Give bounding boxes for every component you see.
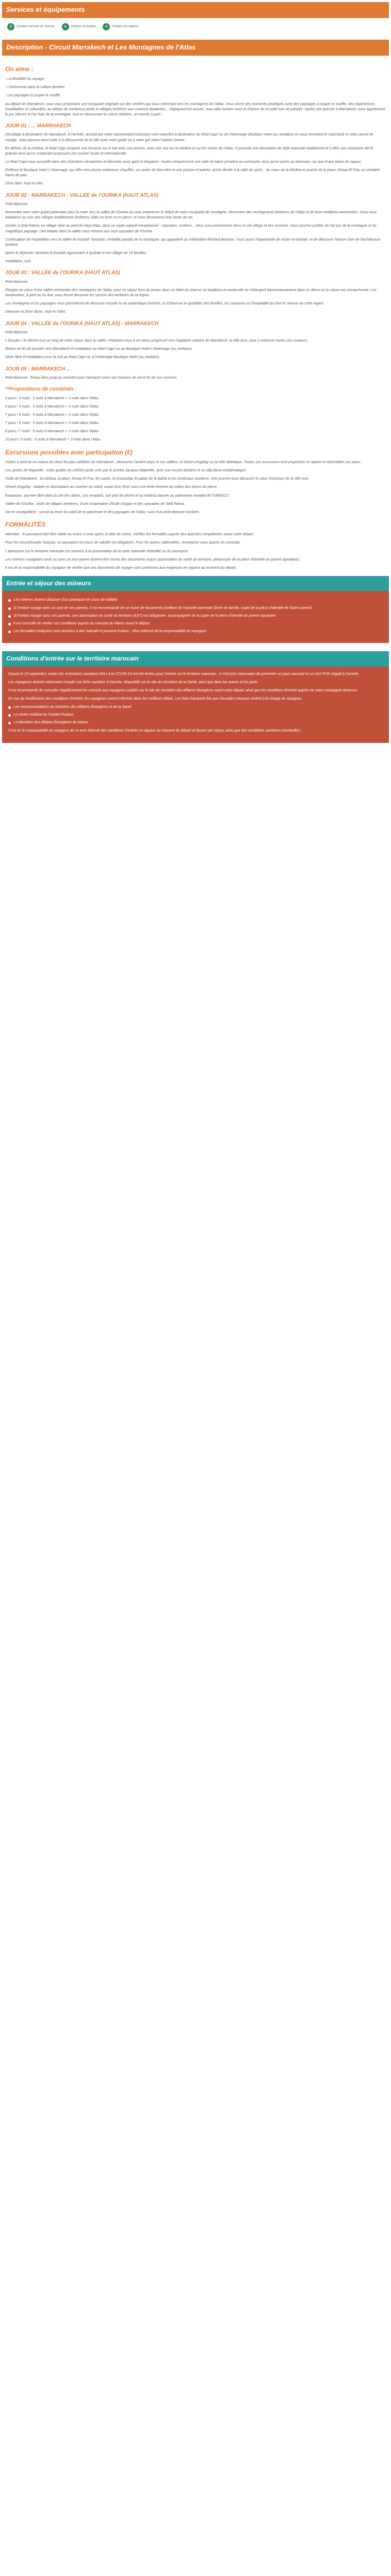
formalites-paragraph: L'admission sur le territoire marocain est soumise à la présentation de la carte nationale d'identité ou du passeport.: [5, 549, 189, 553]
day-paragraph: Petit-déjeuner.: [5, 202, 29, 207]
day-title: JOUR 03 : VALLÉE de l'OURIKA (HAUT ATLAS): [5, 270, 120, 276]
conditions-paragraph: Depuis le 20 septembre, toutes les restrictions sanitaires liées à la COVID-19 ont été levées pour l'entrée sur le territoire marocain : il n'est plus nécessaire de présenter un pass vaccinal ou un test PCR négatif à l'arrivée.: [8, 672, 360, 676]
conditions-paragraph: Les voyageurs doivent néanmoins remplir une fiche sanitaire à l'arrivée, disponible sur le site du ministère de la Santé, ainsi que dans les avions et les ports.: [8, 680, 259, 684]
proposition-item: 7 jours / 6 nuits : 4 nuits à Marrakech + 2 nuits dans l'Atlas: [5, 413, 99, 417]
excursion-item: Essaouira : journée libre dans la cité des alizés, ses remparts, son port de pêche et sa médina classée au patrimoine mondial de l'UNESCO.: [5, 494, 230, 498]
service-item-included-visits: [62, 23, 96, 30]
day-paragraph: Petit-déjeuner.: [5, 280, 29, 284]
conditions-list: [8, 705, 383, 725]
excursion-item: Les jardins de Majorelle : visite guidée du célèbre jardin créé par le peintre Jacques Majorelle, avec son musée berbère et sa villa bleue emblématique.: [5, 469, 247, 473]
entry-header: Entrée et séjour des mineurs: [2, 576, 389, 591]
day-paragraph: Arrivée à Setti Fatma, un village situé au pied du Haut Atlas, dans un cadre naturel exceptionnel : cascades, sentiers... Vous vous promènerez dans ce joli village et ses environs. Vous pourrez profiter de l'air pur de la montagne et du magnifique paysage. Une balade dans la vallée vous mènera aux sept cascades de l'Ourika.: [5, 224, 377, 233]
description-header: Description - Circuit Marrakech et Les Montagnes de l'Atlas: [2, 40, 389, 56]
day-paragraph: Dîner libre. Nuit en ville.: [5, 182, 44, 186]
formalites-paragraph: Attention : le passeport doit être valide au moins 6 mois après la date de retour. Vérifiez les formalités auprès des autorités compétentes avant votre départ.: [5, 533, 254, 537]
excursions-intro: Visitez à pied ou en voiture les lieux les plus célèbres de Marrakech ; découvrez l'arrière-pays et ses vallées, le désert d'Agafay ou la côte atlantique. Toutes ces excursions sont proposées en option et réservables sur place.: [5, 460, 362, 464]
day-paragraph: Décollage à destination de Marrakech. À l'arrivée, accueil par notre représentant local pour votre transfert à destination du Riad Capri ou de l'Hivernage Boutique Hotel (ou similaire) en vous remettant le road book et votre carnet de voyage. Vous pourrez ainsi sortir à la découverte de la ville avec votre guide ou à votre gré selon l'option choisie.: [5, 133, 373, 142]
entry-list: [8, 598, 383, 634]
conditions-footer: Il est de la responsabilité du voyageur de se tenir informé des conditions d'entrée en vigueur au moment du départ et durant son séjour, ainsi que des conditions sanitaires éventuelles.: [8, 728, 301, 733]
conditions-paragraph: En cas de modification des conditions d'entrée, les voyageurs seront informés dans les meilleurs délais. Les frais éventuels liés aux nouvelles mesures restent à la charge du voyageur.: [8, 697, 302, 701]
formalites-paragraph: Pour les ressortissants français, un passeport en cours de validité est obligatoire. Pour les autres nationalités, renseignez-vous auprès du consulat.: [5, 541, 241, 545]
camera-icon: ✦: [62, 23, 69, 30]
aime-item: - Les paysages à couper le souffle: [5, 94, 60, 98]
conditions-box: [2, 667, 389, 743]
service-label: Visites incluses: [71, 24, 96, 28]
dumbbell-icon: ⚲: [7, 23, 14, 30]
entry-item: Si l'enfant voyage sans ses parents, une autorisation de sortie du territoire (AST) est obligatoire, accompagnée de la copie de la pièce d'identité du parent signataire.: [8, 614, 383, 619]
service-item-fitness: [7, 23, 55, 30]
conditions-item: Le centre médical de l'Institut Pasteur.: [8, 713, 383, 718]
on-aime-title: On aime :: [5, 65, 34, 73]
proposition-item: 7 jours / 6 nuits : 3 nuits à Marrakech + 3 nuits dans l'Atlas: [5, 421, 99, 426]
aime-item: - La flexibilité du voyage: [5, 77, 44, 81]
day-paragraph: Dîner libre et installation pour la nuit au Riad Capri ou à l'Hivernage Boutique Hotel (ou similaire).: [5, 355, 160, 360]
entry-item: Il est conseillé de vérifier ces conditions auprès du consulat du Maroc avant le départ.: [8, 621, 383, 626]
proposition-item: 10 jours / 9 nuits : 6 nuits à Marrakech + 3 nuits dans l'Atlas: [5, 438, 101, 442]
day-paragraph: Le Riad Capri vous accueille dans des chambres climatisées et décorées avec goût et élégance : toutes comprennent une salle de bains privative ou commune, ainsi qu'un accès au hammam, au spa et aux bains de vapeur.: [5, 160, 362, 164]
entry-item: Les mineurs doivent disposer d'un passeport en cours de validité.: [8, 598, 383, 603]
day-paragraph: Plongez au cœur d'une vallée enchantée des montagnes de l'Atlas, pour un séjour hors du temps dans un hôtel de charme où traditions et modernité se mélangent harmonieusement dans un décor où la nature est omniprésente. Les randonnées, à pied ou en 4x4, vous feront découvrir les secrets des berbères de la région.: [5, 288, 377, 298]
excursion-item: Vallée de l'Ourika : visite de villages berbères, d'une coopérative d'huile d'argan et des cascades de Setti Fatma.: [5, 502, 185, 506]
day-paragraph: Continuation de l'expédition vers la vallée de Kasbah Tamadot, véritable paradis de la montagne, qui appartient au milliardaire Richard Branson. Vous aurez l'opportunité de visiter la Kasbah, et de découvrir l'œuvre d'art de l'architecture berbère.: [5, 238, 381, 247]
day-paragraph: Installation, nuit.: [5, 260, 31, 264]
day-title: JOUR 02 : MARRAKECH - VALLEE de l'OURIKA (HAUT ATLAS): [5, 192, 159, 198]
intro-paragraph: Au départ de Marrakech, nous vous proposons une escapade originale sur des sentiers qui vous mèneront vers les montagnes de l'Atlas. Vous vivrez des moments privilégiés avec des paysages à couper le souffle, des expériences inoubliables et culturelles, au détour de nombreux ponts et villages berbères aux couleurs épatantes... Dépaysement assuré, vous allez tomber sous le charme de ce petit coin de paradis ! Après une journée à Marrakech, vous apprécierez le pur silence et l'air frais de la montagne, tout en découvrant la culture berbère, un monde à part !: [5, 102, 386, 116]
conditions-item: Le Ministère des Affaires Étrangères du Maroc.: [8, 720, 383, 725]
day-paragraph: Petit-déjeuner.: [5, 331, 29, 335]
camera-icon: ✦: [103, 23, 110, 30]
formalites-paragraph: Il est de la responsabilité du voyageur de vérifier que ses documents de voyage sont conformes aux exigences en vigueur au moment du départ.: [5, 566, 237, 570]
formalites-title: FORMALITÉS: [5, 520, 45, 528]
page: [0, 2, 391, 755]
services-list: [2, 18, 389, 40]
day-title: JOUR 05 : MARRAKECH ...: [5, 366, 71, 372]
day-paragraph: Après le déjeuner, direction la Kasbah Agounsane à Ijoukak et son village de 15 familles.: [5, 251, 147, 256]
entry-item: Les formalités indiquées sont données à titre indicatif et peuvent évoluer ; elles relèvent de la responsabilité du voyageur.: [8, 629, 383, 634]
services-header: Services et équipements: [2, 2, 389, 18]
day-paragraph: Retour en fin de journée vers Marrakech et installation au Riad Capri ou au Boutique Hotel L'Hivernage (ou similaire).: [5, 347, 193, 351]
excursion-item: Visite de Marrakech : la médina, la place Jemaa El Fna, les souks, la Koutoubia, le palais de la Bahia et les tombeaux saadiens. Une journée pour découvrir le cœur historique de la ville ocre.: [5, 477, 310, 481]
day-paragraph: « Ecoute » le silence tout au long de votre séjour dans la vallée. Préparez-vous à un retour progressif vers l'agitation urbaine de Marrakech, la ville ocre, pour y retrouver toutes ses couleurs.: [5, 339, 308, 343]
day-paragraph: Petit-déjeuner. Temps libre jusqu'au transfert pour l'aéroport selon vos horaires de vol et fin de nos services.: [5, 376, 178, 380]
excursion-item: Vol en montgolfière : survol au lever du soleil de la palmeraie et des paysages de l'Atlas, suivi d'un petit-déjeuner berbère.: [5, 510, 200, 514]
formalites-paragraph: Les mineurs voyageant seuls ou avec un seul parent doivent être munis des documents requis (autorisation de sortie du territoire, photocopie de la pièce d'identité du parent signataire).: [5, 557, 300, 562]
day-paragraph: En dehors de la médina, le Riad Capri propose une terrasse sur le toit avec une piscine, avec une vue sur la médina et sur les monts de l'Atlas. Il possède une décoration de style marocain traditionnel et il offre une connexion Wi-Fi gratuite ainsi qu'un restaurant proposant une cuisine locale et internationale.: [5, 146, 373, 156]
excursions-title: Excursions possibles avec participation (€): [5, 448, 133, 456]
day-title: JOUR 01 : ... MARRAKECH: [5, 123, 71, 129]
proposition-item: 6 jours / 5 nuits : 3 nuits à Marrakech + 2 nuits dans l'Atlas: [5, 404, 99, 409]
aime-item: - L'immersion dans la culture berbère: [5, 86, 65, 90]
service-item-optional-visits: [103, 23, 138, 30]
conditions-item: Les recommandations du ministère des Affaires Étrangères et de la Santé.: [8, 705, 383, 710]
day-paragraph: Préférez le Boutique Hotel L'Hivernage, qui offre une piscine extérieure chauffée, un centre de bien-être et une piscine et balnéo, accès illimité à la salle de sport... Au cœur de la Médina et proche de la place Jemaa El Fna, un véritable havre de paix.: [5, 168, 380, 178]
description-content: [2, 56, 389, 571]
service-label: Visites en option: [112, 24, 139, 28]
day-paragraph: Les montagnes et les paysages vous permettront de découvrir ensuite la vie authentique berbère, et d'observer le quotidien des familles, les coutumes et l'hospitalité qui font le charme de cette région.: [5, 302, 324, 306]
entry-box: [2, 591, 389, 643]
excursion-item: Désert d'Agafay : balade en dromadaire au coucher du soleil, suivie d'un dîner sous une tente berbère au milieu des dunes de pierre.: [5, 485, 218, 489]
entry-item: Si l'enfant voyage avec un seul de ses parents, il est recommandé de se munir de documents justifiant de l'autorité parentale (livret de famille, copie de la pièce d'identité de l'autre parent).: [8, 606, 383, 611]
conditions-paragraph: Il est recommandé de consulter régulièrement les conseils aux voyageurs publiés sur le site du ministère des Affaires étrangères avant votre départ, ainsi que les conditions d'entrée auprès de votre compagnie aérienne.: [8, 688, 358, 692]
day-paragraph: Rencontre avec votre guide partenaire pour la route vers la vallée de l'Ourika où vous entamerez le début de votre escapade de montagne. Rencontre des montagnards berbères de l'Atlas et de leurs traditions ancestrales. Vous vous baladerez au sein des villages traditionnels berbères, bâtis en terre et en pierre, et vous découvrirez leur mode de vie.: [5, 211, 377, 220]
conditions-header: Conditions d'entrée sur le territoire marocain: [2, 651, 389, 666]
day-title: JOUR 04 : VALLÉE de l'OURIKA (HAUT ATLAS) - MARRAKECH: [5, 320, 159, 327]
proposition-item: 5 jours / 4 nuits : 2 nuits à Marrakech + 2 nuits dans l'Atlas: [5, 396, 99, 400]
service-label: Centre remise en forme: [17, 24, 55, 28]
day-paragraph: Déjeuner et dîner libres. Nuit en hôtel.: [5, 310, 66, 314]
propositions-title: **Propositions de combinés :: [5, 386, 77, 393]
proposition-item: 8 jours / 7 nuits : 5 nuits à Marrakech + 2 nuits dans l'Atlas: [5, 430, 99, 434]
